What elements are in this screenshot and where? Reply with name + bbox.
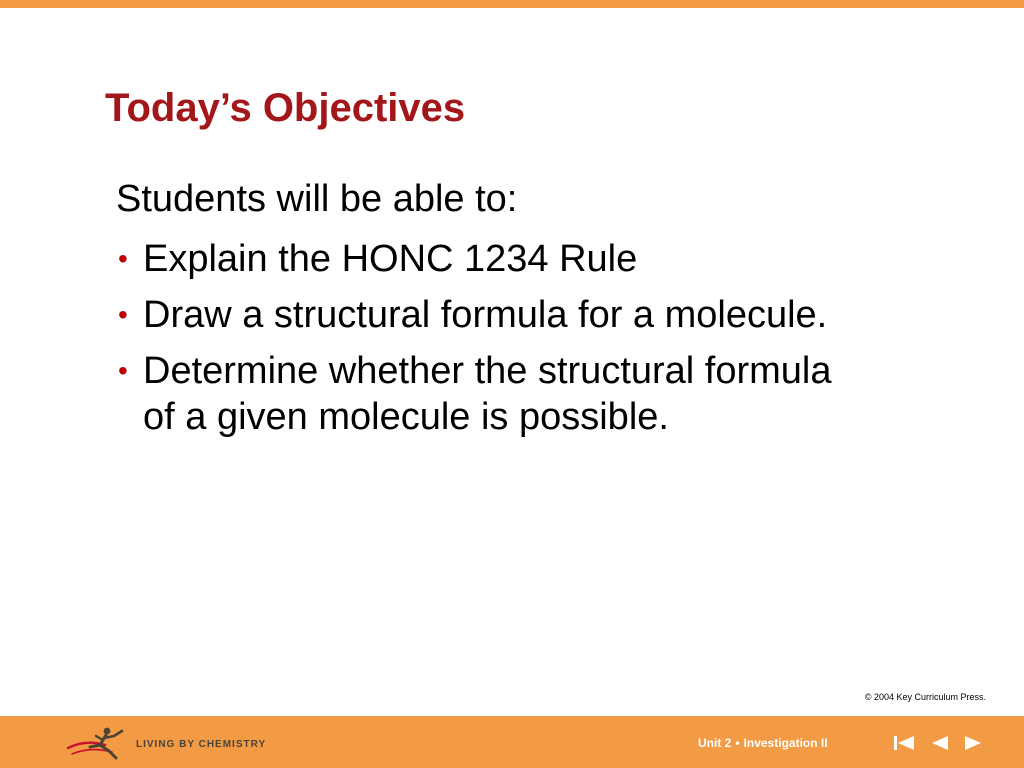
objective-text: Draw a structural formula for a molecule. [143, 294, 828, 336]
objective-item [116, 292, 836, 338]
previous-slide-icon [929, 734, 951, 752]
previous-slide-button[interactable] [929, 734, 951, 752]
objective-text: Determine whether the structural formula of a given molecule is possible. [143, 350, 832, 438]
objective-item [116, 348, 836, 440]
objective-text: Explain the HONC 1234 Rule [143, 238, 638, 280]
next-slide-button[interactable] [962, 734, 984, 752]
logo-text: LIVING BY CHEMISTRY [136, 739, 267, 750]
slide-content [116, 176, 836, 450]
unit-separator: • [735, 736, 740, 750]
copyright-notice: © 2004 Key Curriculum Press. [864, 692, 986, 702]
unit-breadcrumb [698, 736, 828, 750]
bullet-icon: • [118, 355, 128, 386]
living-by-chemistry-logo [66, 724, 291, 762]
logo-figure-icon [66, 724, 128, 762]
investigation-label: Investigation II [743, 736, 828, 750]
objective-item [116, 236, 836, 282]
bullet-icon: • [118, 299, 128, 330]
next-slide-icon [962, 734, 984, 752]
footer-bar [0, 716, 1024, 768]
top-accent-bar [0, 0, 1024, 8]
unit-label: Unit 2 [698, 736, 732, 750]
objectives-list [116, 236, 836, 440]
bullet-icon: • [118, 243, 128, 274]
intro-text: Students will be able to: [116, 178, 518, 220]
first-slide-icon [893, 734, 915, 752]
slide-title: Today’s Objectives [105, 86, 466, 130]
first-slide-button[interactable] [893, 734, 915, 752]
